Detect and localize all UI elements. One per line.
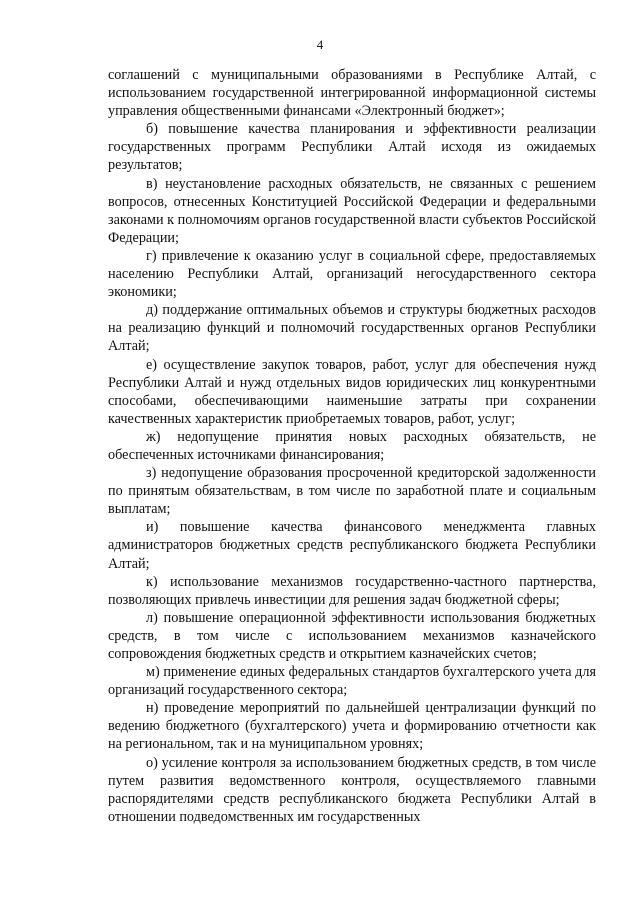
list-item-b: б) повышение качества планирования и эффективности реализации государственных программ Республики Алтай исходя из ожидаемых результатов; xyxy=(108,121,596,174)
list-item-g: г) привлечение к оказанию услуг в социальной сфере, предоставляемых населению Республики Алтай, организаций негосударственного сектора экономики; xyxy=(108,247,596,301)
list-item-d: д) поддержание оптимальных объемов и структуры бюджетных расходов на реализацию функций и полномочий государственных органов Республики Алтай; xyxy=(108,302,596,355)
list-item-v: в) неустановление расходных обязательств, не связанных с решением вопросов, отнесенных Конституцией Российской Федерации и федеральными законами к полномочиям органов государственной власти субъектов Российской Федерации; xyxy=(108,175,597,246)
paragraph-continuation: соглашений с муниципальными образованиями в Республике Алтай, с использованием государственной интегрированной информационной системы управления общественными финансами «Электронный бюджет»; xyxy=(108,67,596,120)
list-item-e: е) осуществление закупок товаров, работ, услуг для обеспечения нужд Республики Алтай и нужд отдельных видов юридических лиц конкурентными способами, обеспечивающими наименьшие затраты при сохранении качественных характеристик приобретаемых товаров, работ, услуг; xyxy=(108,356,596,427)
list-item-l: л) повышение операционной эффективности использования бюджетных средств, в том числе с использованием механизмов казначейского сопровождения бюджетных средств и открытием казначейских счетов; xyxy=(108,609,596,662)
list-item-m: м) применение единых федеральных стандартов бухгалтерского учета для организаций государственного сектора; xyxy=(108,664,596,699)
list-item-o: о) усиление контроля за использованием бюджетных средств, в том числе путем развития ведомственного контроля, осуществляемого главными распорядителями средств республиканского бюджета Республики Алтай в отношении подведомственных им государственных xyxy=(108,754,596,825)
list-item-n: н) проведение мероприятий по дальнейшей централизации функций по ведению бюджетного (бухгалтерского) учета и формированию отчетности как на региональном, так и на муниципальном уровнях; xyxy=(108,700,596,753)
list-item-i: и) повышение качества финансового менеджмента главных администраторов бюджетных средств республиканского бюджета Республики Алтай; xyxy=(108,519,596,572)
page-number: 4 xyxy=(316,37,324,52)
document-body xyxy=(108,66,596,826)
list-item-z: з) недопущение образования просроченной кредиторской задолженности по принятым обязательствам, в том числе по заработной плате и социальным выплатам; xyxy=(108,465,596,518)
list-item-k: к) использование механизмов государственно-частного партнерства, позволяющих привлечь инвестиции для решения задач бюджетной сферы; xyxy=(108,573,596,608)
list-item-zh: ж) недопущение принятия новых расходных обязательств, не обеспеченных источниками финансирования; xyxy=(108,428,596,463)
